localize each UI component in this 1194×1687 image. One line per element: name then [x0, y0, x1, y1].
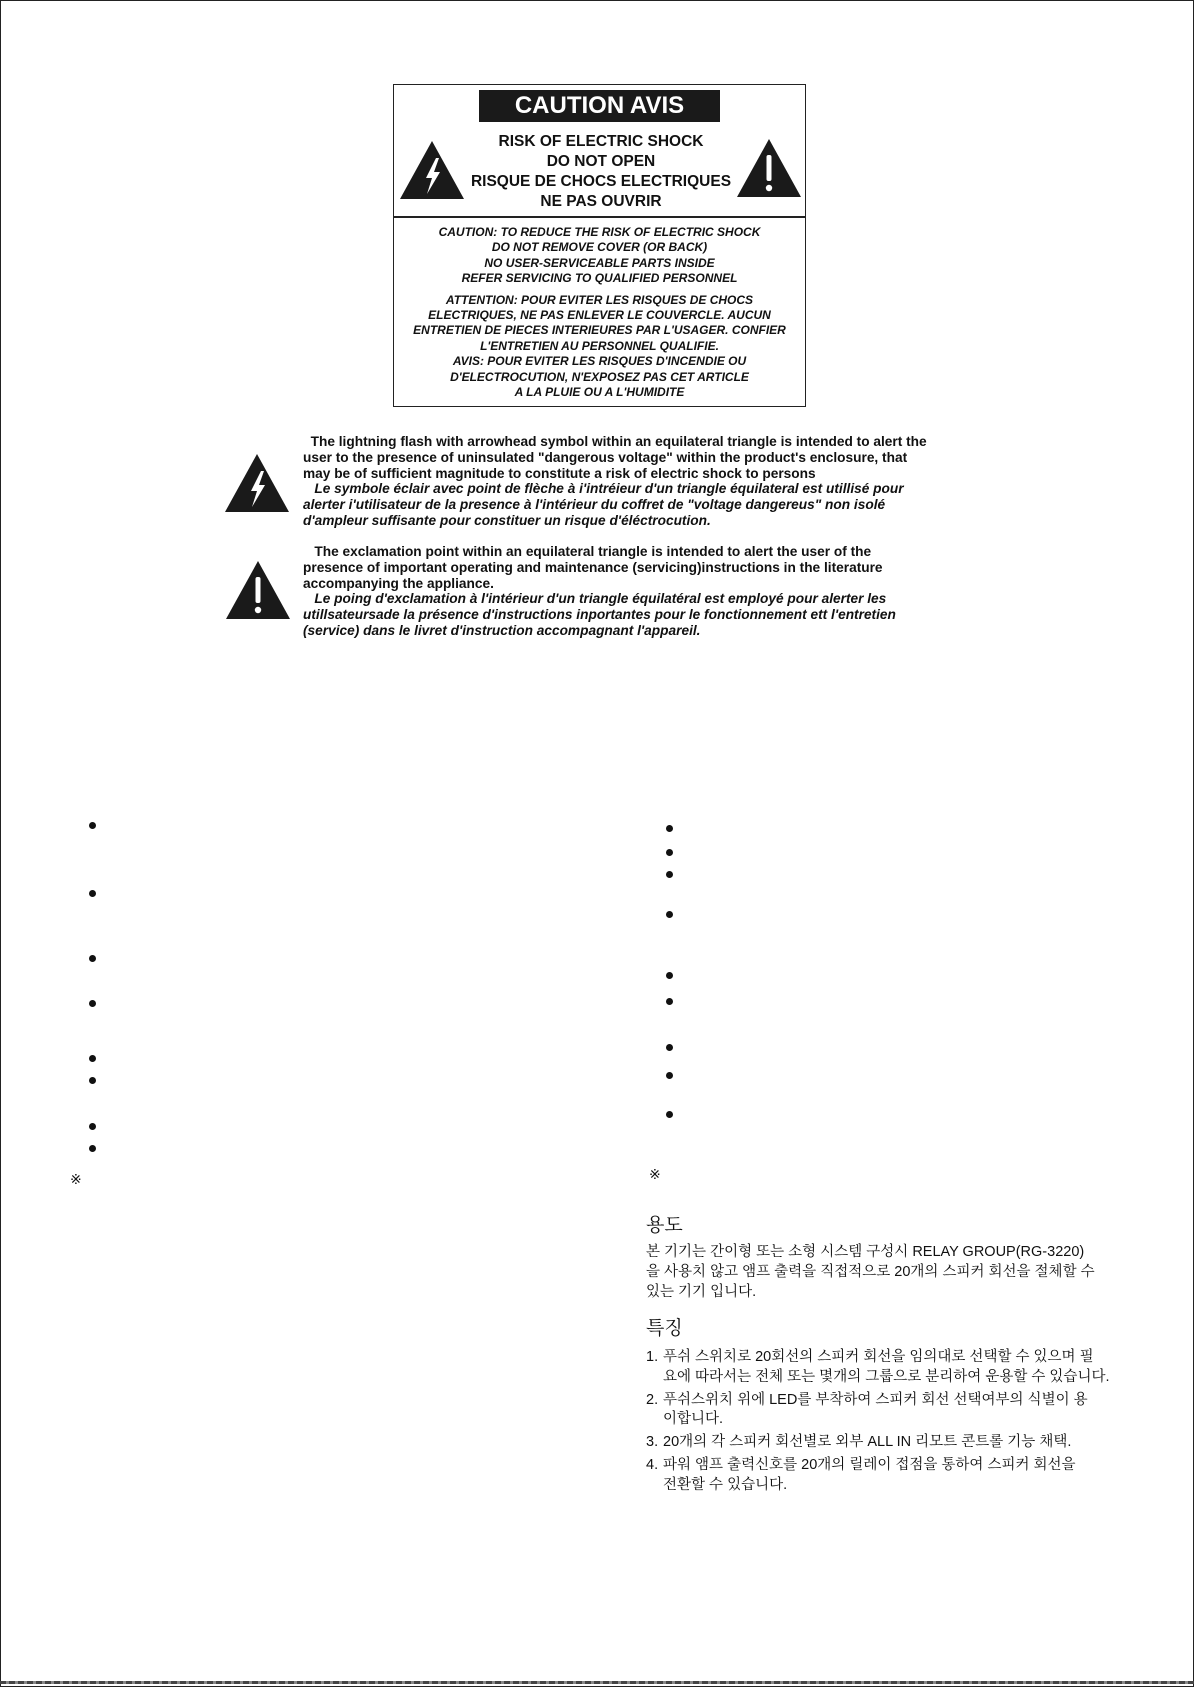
feature-item [646, 1348, 1126, 1388]
lightning-warning-icon [399, 140, 465, 200]
list-bullet [666, 1072, 673, 1079]
caution-label-box [393, 84, 806, 407]
note-mark: ※ [70, 1171, 82, 1187]
list-bullet [666, 871, 673, 878]
features-heading: 특징 [646, 1318, 683, 1339]
list-bullet [666, 1044, 673, 1051]
caution-box-divider [394, 216, 805, 218]
explanation-line-fr: Le poing d'exclamation à l'intérieur d'un triangle équilatéral est employé pour alerter les [303, 591, 887, 607]
french-line: ELECTRIQUES, NE PAS ENLEVER LE COUVERCLE. AUCUN [428, 308, 771, 323]
exclamation-warning-icon [736, 138, 802, 198]
note-mark: ※ [649, 1166, 661, 1182]
list-bullet [666, 911, 673, 918]
caution-instructions [394, 225, 805, 400]
risk-of-shock-text [458, 132, 744, 212]
explanation-line: accompanying the appliance. [303, 575, 494, 591]
list-bullet [666, 825, 673, 832]
usage-line: 있는 기기 입니다. [646, 1283, 757, 1300]
list-bullet [666, 849, 673, 856]
french-line: ENTRETIEN DE PIECES INTERIEURES PAR L'USAGER. CONFIER [413, 323, 786, 338]
english-line: REFER SERVICING TO QUALIFIED PERSONNEL [461, 271, 738, 286]
lightning-warning-icon [224, 453, 290, 513]
usage-text [646, 1243, 1095, 1302]
explanation-line-fr: d'ampleur suffisante pour constituer un risque d'éléctrocution. [303, 512, 711, 528]
list-bullet [89, 1145, 96, 1152]
french-line: AVIS: POUR EVITER LES RISQUES D'INCENDIE OU [452, 354, 747, 369]
feature-line: 이합니다. [663, 1411, 724, 1428]
list-bullet [89, 1055, 96, 1062]
feature-number: 2. [646, 1391, 659, 1408]
feature-item [646, 1391, 1126, 1431]
list-bullet [89, 1077, 96, 1084]
french-line: D'ELECTROCUTION, N'EXPOSEZ PAS CET ARTICLE [450, 369, 749, 384]
feature-line: 푸쉬 스위치로 20회선의 스피커 회선을 임의대로 선택할 수 있으며 필 [663, 1349, 1094, 1365]
feature-line: 푸쉬스위치 위에 LED를 부착하여 스피커 회선 선택여부의 식별이 용 [663, 1391, 1088, 1408]
bottom-rule [0, 1681, 1194, 1684]
english-line: CAUTION: TO REDUCE THE RISK OF ELECTRIC SHOCK [438, 225, 761, 239]
features-list [646, 1348, 1126, 1499]
feature-number: 3. [646, 1434, 659, 1451]
english-line: NO USER-SERVICEABLE PARTS INSIDE [484, 255, 715, 270]
explanation-line-fr: (service) dans le livret d'instruction accompagnant l'appareil. [303, 622, 701, 638]
list-bullet [89, 1123, 96, 1130]
feature-item [646, 1456, 1126, 1496]
list-bullet [666, 972, 673, 979]
list-bullet [89, 955, 96, 962]
risk-line: DO NOT OPEN [546, 153, 656, 170]
usage-line: 을 사용치 않고 앰프 출력을 직접적으로 20개의 스피커 회선을 절체할 수 [646, 1263, 1095, 1280]
list-bullet [89, 890, 96, 897]
explanation-line-fr: utillsateursade la présence d'instructions inportantes pour le fonctionnement ett l'entretien [303, 607, 896, 623]
english-line: DO NOT REMOVE COVER (OR BACK) [491, 240, 708, 255]
exclamation-symbol-explanation [303, 544, 983, 639]
explanation-line: The exclamation point within an equilateral triangle is intended to alert the user of the [303, 544, 872, 559]
explanation-line: may be of sufficient magnitude to constitute a risk of electric shock to persons [303, 465, 816, 481]
feature-item [646, 1433, 1126, 1453]
french-line: A LA PLUIE OU A L'HUMIDITE [514, 385, 685, 400]
feature-number: 1. [646, 1349, 659, 1365]
explanation-line: The lightning flash with arrowhead symbol within an equilateral triangle is intended to alert the [303, 434, 927, 449]
feature-line: 전환할 수 있습니다. [663, 1476, 788, 1493]
french-line: ATTENTION: POUR EVITER LES RISQUES DE CHOCS [445, 292, 754, 307]
explanation-line-fr: alerter i'utilisateur de la presence à l'intérieur du coffret de "voltage dangereus" non isolé [303, 497, 886, 513]
feature-line: 요에 따라서는 전체 또는 몇개의 그룹으로 분리하여 운용할 수 있습니다. [663, 1368, 1110, 1385]
explanation-line: presence of important operating and maintenance (servicing)instructions in the literature [303, 559, 883, 575]
explanation-line-fr: Le symbole éclair avec point de flèche à i'intréieur d'un triangle équilateral est utillisé pour [303, 481, 904, 497]
feature-line: 파워 앰프 출력신호를 20개의 릴레이 접점을 통하여 스피커 회선을 [663, 1456, 1076, 1473]
usage-heading: 용도 [646, 1215, 683, 1236]
risk-line: RISK OF ELECTRIC SHOCK [498, 133, 704, 150]
explanation-line: user to the presence of uninsulated "dangerous voltage" within the product's enclosure, that [303, 449, 908, 465]
feature-line: 20개의 각 스피커 회선별로 외부 ALL IN 리모트 콘트롤 기능 채택. [663, 1434, 1072, 1451]
caution-header: CAUTION AVIS [479, 90, 720, 122]
exclamation-warning-icon [225, 560, 291, 620]
list-bullet [666, 998, 673, 1005]
risk-line: NE PAS OUVRIR [540, 193, 662, 210]
list-bullet [666, 1111, 673, 1118]
list-bullet [89, 822, 96, 829]
feature-number: 4. [646, 1456, 659, 1473]
lightning-symbol-explanation [303, 434, 983, 529]
list-bullet [89, 1000, 96, 1007]
french-line: L'ENTRETIEN AU PERSONNEL QUALIFIE. [480, 338, 719, 353]
usage-line: 본 기기는 간이형 또는 소형 시스템 구성시 RELAY GROUP(RG-3220) [646, 1244, 1085, 1260]
risk-line: RISQUE DE CHOCS ELECTRIQUES [470, 173, 732, 190]
